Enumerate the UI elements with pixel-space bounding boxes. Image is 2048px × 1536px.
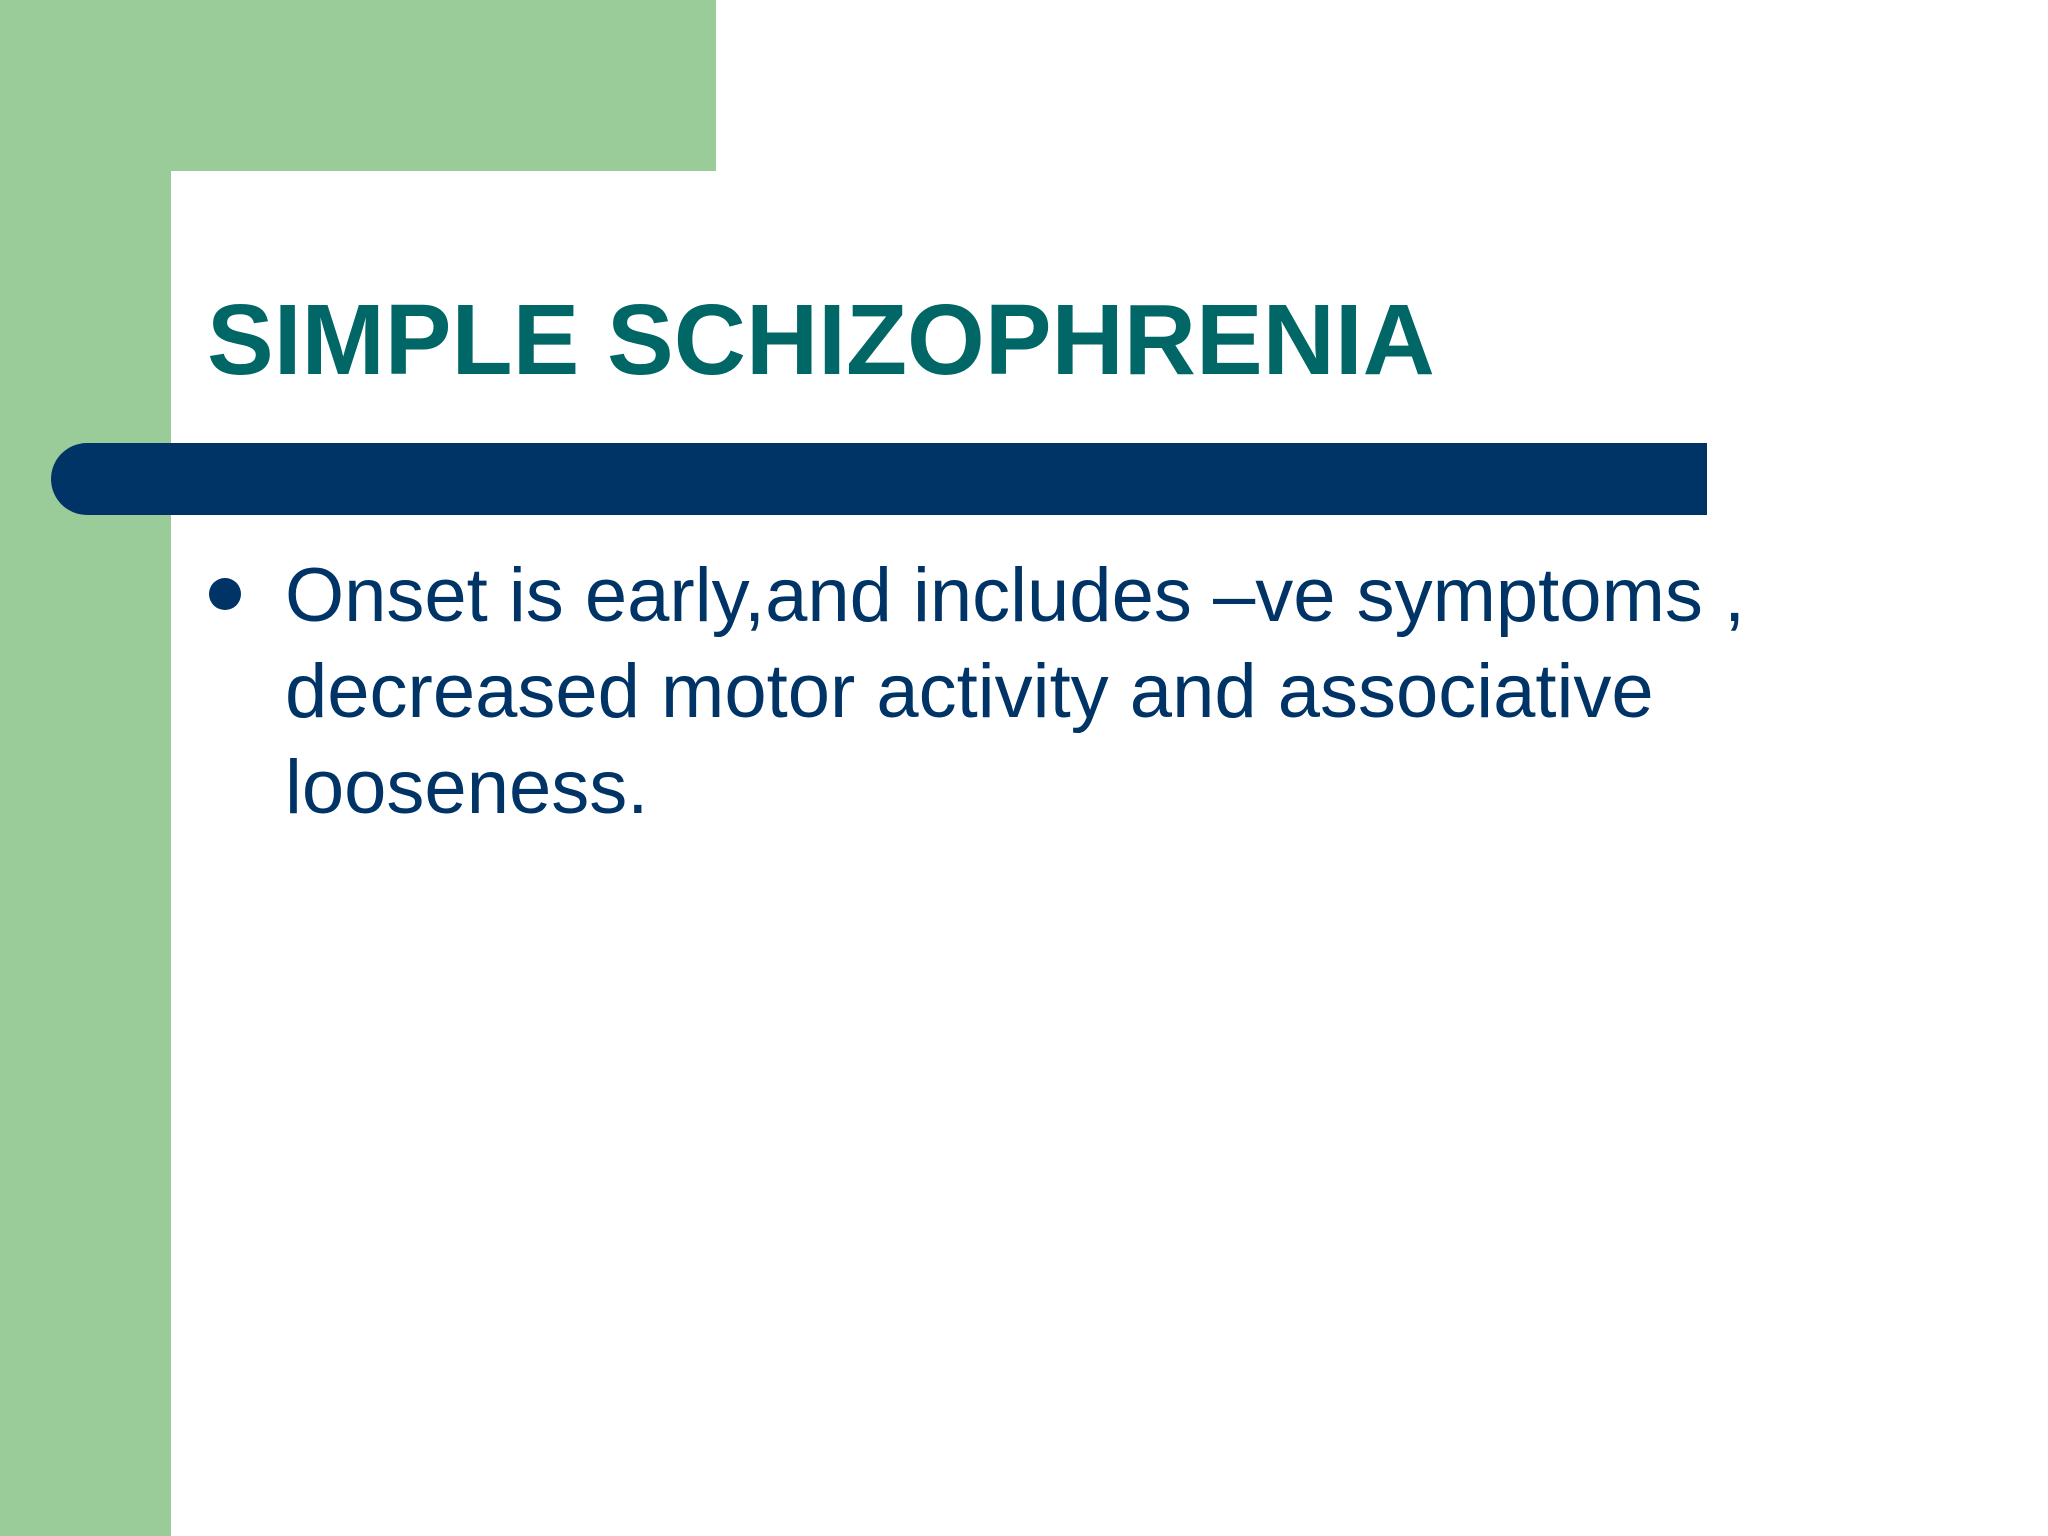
- bullet-dot-icon: [209, 578, 241, 610]
- bullet-text: Onset is early,and includes –ve symptoms , decreased motor activity and associative looseness.: [285, 553, 1746, 830]
- green-side-band: [0, 0, 171, 1536]
- title-underline-bar: [51, 443, 1707, 515]
- green-top-band: [0, 0, 716, 171]
- slide-title: SIMPLE SCHIZOPHRENIA: [207, 284, 1435, 396]
